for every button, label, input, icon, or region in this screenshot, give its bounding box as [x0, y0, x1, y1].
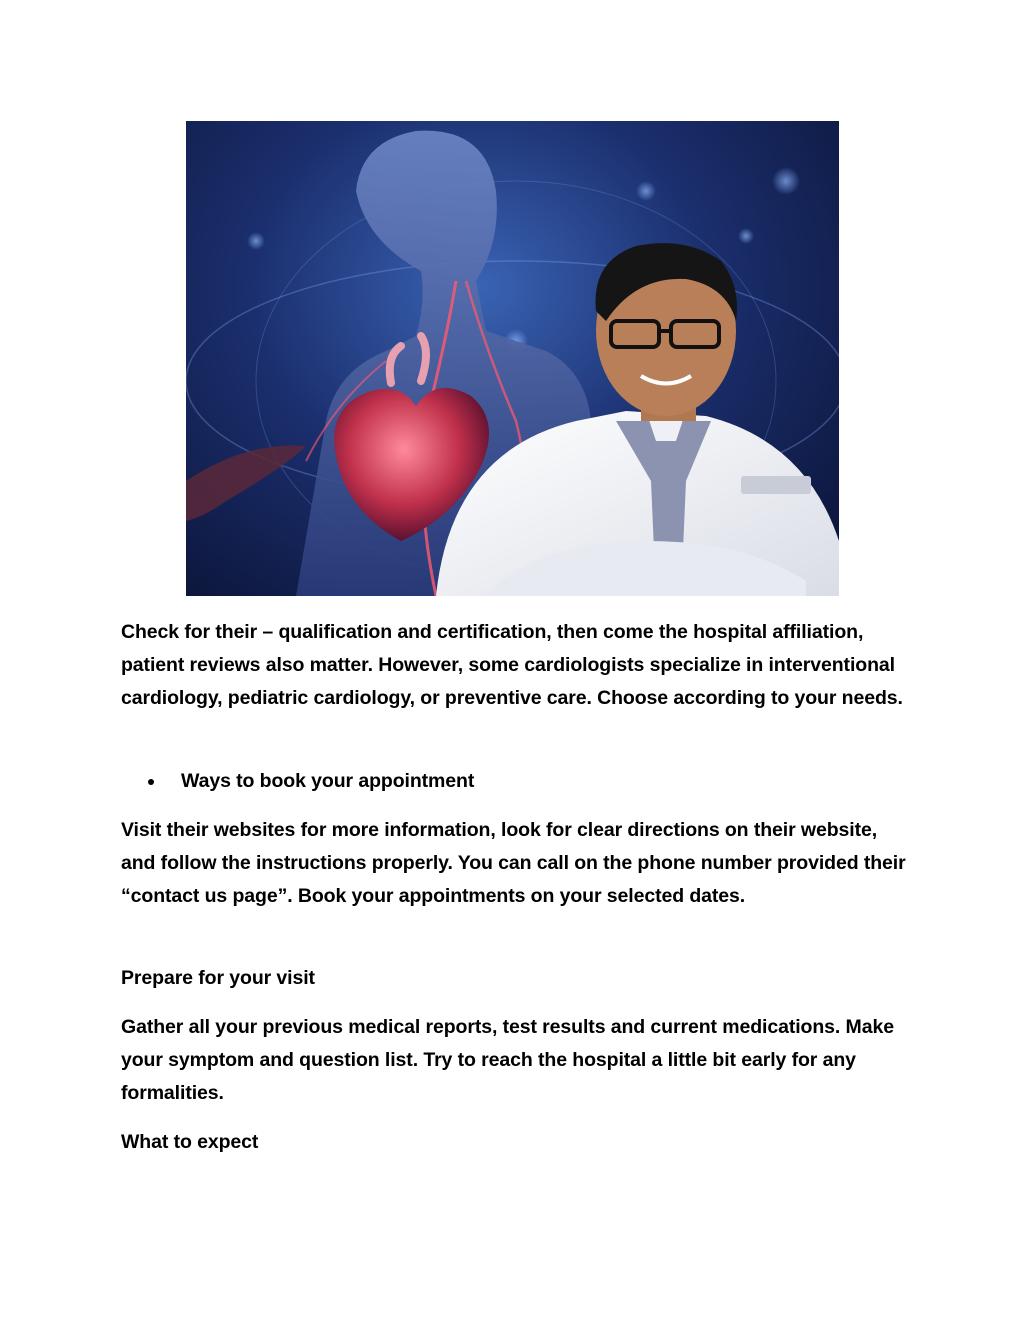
bullet-icon [148, 779, 154, 785]
cardiologist-illustration [186, 121, 839, 596]
hero-image [186, 121, 839, 596]
paragraph-booking: Visit their websites for more information, look for clear directions on their website, and follow the instructions properly. You can call on the phone number provided their “contact us page”. Book your appointments on your selected dates. [121, 819, 906, 907]
bullet-label: Ways to book your appointment [181, 770, 475, 792]
paragraph-prepare: Gather all your previous medical reports, test results and current medications. Make your symptom and question list. Try to reach the hospital a little bit early for any formalities. [121, 1016, 894, 1104]
paragraph-qualifications: Check for their – qualification and certification, then come the hospital affiliation, patient reviews also matter. However, some cardiologists specialize in interventional cardiology, pediatric cardiology, or preventive care. Choose according to your needs. [121, 621, 903, 709]
heading-prepare: Prepare for your visit [121, 967, 315, 989]
heading-expect: What to expect [121, 1131, 259, 1153]
